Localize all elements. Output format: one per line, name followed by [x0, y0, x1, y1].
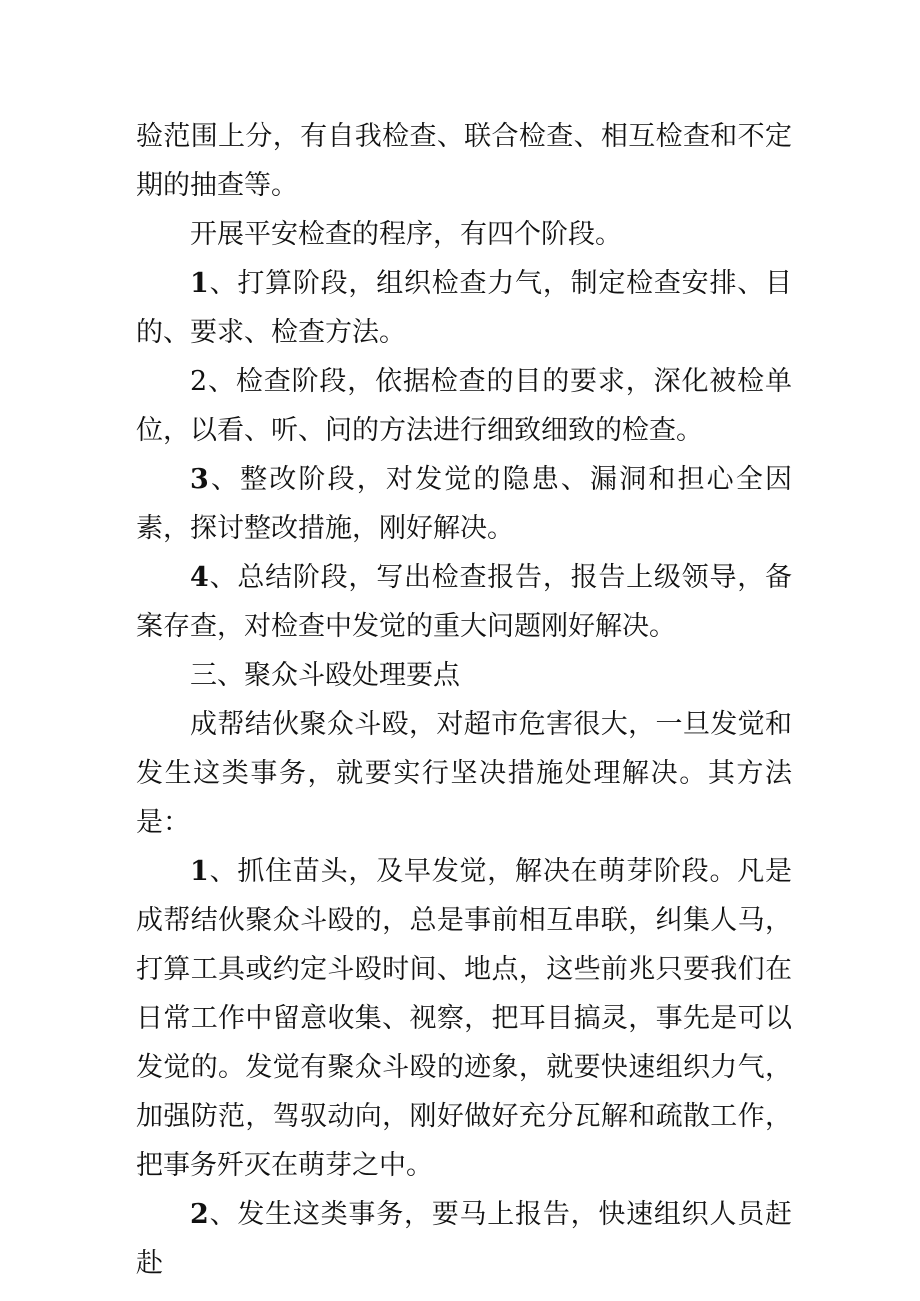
paragraph-text: 验范围上分，有自我检查、联合检查、相互检查和不定期的抽查等。 — [136, 121, 792, 201]
paragraph-text: 、总结阶段，写出检查报告，报告上级领导，备案存查，对检查中发觉的重大问题刚好解决。 — [136, 562, 792, 642]
paragraph-text: 三、聚众斗殴处理要点 — [190, 660, 460, 691]
paragraph-0 — [136, 112, 792, 210]
paragraph-text: 、抓住苗头，及早发觉，解决在萌芽阶段。凡是成帮结伙聚众斗殴的，总是事前相互串联，纠集人马，打算工具或约定斗殴时间、地点，这些前兆只要我们在日常工作中留意收集、视察，把耳目搞灵，事先是可以发觉的。发觉有聚众斗殴的迹象，就要快速组织力气，加强防范，驾驭动向，刚好做好充分瓦解和疏散工作，把事务歼灭在萌芽之中。 — [136, 856, 792, 1181]
paragraph-text: 开展平安检查的程序，有四个阶段。 — [190, 219, 622, 250]
paragraph-text: 成帮结伙聚众斗殴，对超市危害很大，一旦发觉和发生这类事务，就要实行坚决措施处理解决。其方法是： — [136, 709, 792, 838]
paragraph-3 — [136, 357, 792, 455]
item-number: 1 — [190, 268, 209, 299]
paragraph-text: 、打算阶段，组织检查力气，制定检查安排、目的、要求、检查方法。 — [136, 268, 792, 348]
item-number: 4 — [190, 562, 209, 593]
item-number: 1 — [190, 856, 209, 887]
paragraph-2 — [136, 259, 792, 357]
paragraph-4 — [136, 455, 792, 553]
paragraph-text: 、检查阶段，依据检查的目的要求，深化被检单位，以看、听、问的方法进行细致细致的检查。 — [136, 366, 792, 446]
paragraph-5 — [136, 553, 792, 651]
section-heading — [136, 651, 792, 700]
paragraph-1 — [136, 210, 792, 259]
item-number: 2 — [190, 366, 208, 397]
paragraph-9 — [136, 1190, 792, 1288]
paragraph-8 — [136, 847, 792, 1190]
item-number: 3 — [190, 464, 209, 495]
paragraph-text: 、发生这类事务，要马上报告，快速组织人员赶赴 — [136, 1199, 792, 1279]
item-number: 2 — [190, 1199, 209, 1230]
paragraph-7 — [136, 700, 792, 847]
paragraph-text: 、整改阶段，对发觉的隐患、漏洞和担心全因素，探讨整改措施，刚好解决。 — [136, 464, 792, 544]
